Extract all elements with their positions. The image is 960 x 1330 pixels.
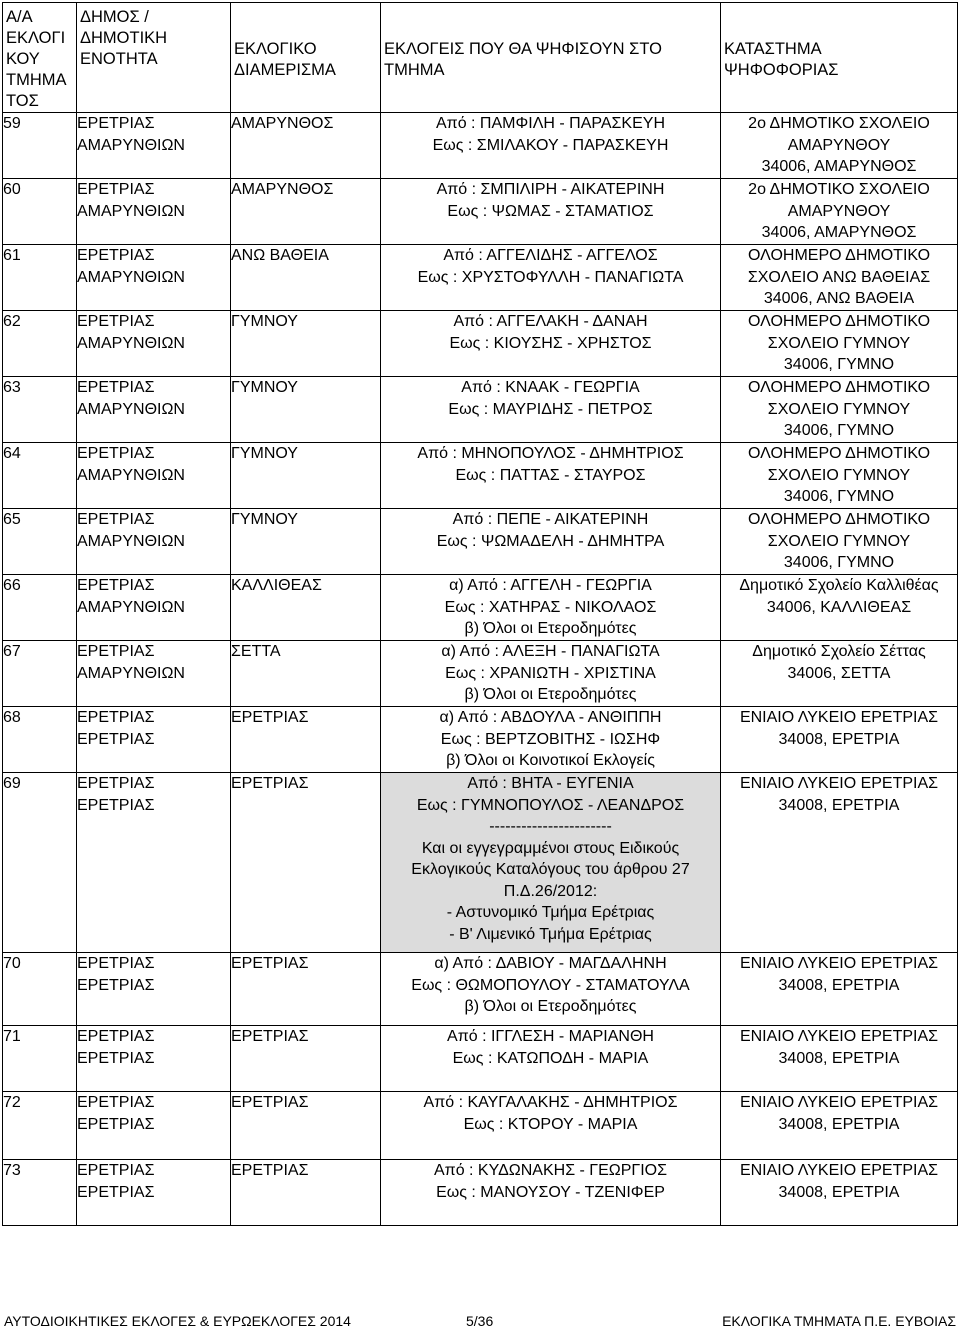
polling-station-cell: ΟΛΟΗΜΕΡΟ ΔΗΜΟΤΙΚΟ ΣΧΟΛΕΙΟ ΓΥΜΝΟΥ 34006, ΓΥΜΝΟ (721, 443, 958, 509)
municipality-cell: ΕΡΕΤΡΙΑΣ ΑΜΑΡΥΝΘΙΩΝ (77, 179, 231, 245)
polling-station-cell: 2ο ΔΗΜΟΤΙΚΟ ΣΧΟΛΕΙΟ ΑΜΑΡΥΝΘΟΥ 34006, ΑΜΑΡΥΝΘΟΣ (721, 179, 958, 245)
municipality-cell: ΕΡΕΤΡΙΑΣ ΕΡΕΤΡΙΑΣ (77, 773, 231, 953)
municipality-cell: ΕΡΕΤΡΙΑΣ ΑΜΑΡΥΝΘΙΩΝ (77, 245, 231, 311)
voters-cell: α) Από : ΑΛΕΞΗ - ΠΑΝΑΓΙΩΤΑ Εως : ΧΡΑΝΙΩΤΗ - ΧΡΙΣΤΙΝΑ β) Όλοι οι Ετεροδημότες (381, 641, 721, 707)
header-section-number: Α/Α ΕΚΛΟΓΙ ΚΟΥ ΤΜΗΜΑ ΤΟΣ (3, 3, 77, 113)
table-row (3, 509, 958, 575)
voters-cell: Από : ΠΑΜΦΙΛΗ - ΠΑΡΑΣΚΕΥΗ Εως : ΣΜΙΛΑΚΟΥ - ΠΑΡΑΣΚΕΥΗ (381, 113, 721, 179)
district-cell: ΕΡΕΤΡΙΑΣ (231, 1160, 381, 1226)
polling-station-cell: ΟΛΟΗΜΕΡΟ ΔΗΜΟΤΙΚΟ ΣΧΟΛΕΙΟ ΓΥΜΝΟΥ 34006, ΓΥΜΝΟ (721, 377, 958, 443)
table-row (3, 1092, 958, 1160)
voters-cell: Από : ΑΓΓΕΛΑΚΗ - ΔΑΝΑΗ Εως : ΚΙΟΥΣΗΣ - ΧΡΗΣΤΟΣ (381, 311, 721, 377)
section-number: 66 (3, 575, 77, 641)
municipality-cell: ΕΡΕΤΡΙΑΣ ΑΜΑΡΥΝΘΙΩΝ (77, 377, 231, 443)
municipality-cell: ΕΡΕΤΡΙΑΣ ΑΜΑΡΥΝΘΙΩΝ (77, 641, 231, 707)
municipality-cell: ΕΡΕΤΡΙΑΣ ΑΜΑΡΥΝΘΙΩΝ (77, 113, 231, 179)
polling-station-cell: ΕΝΙΑΙΟ ΛΥΚΕΙΟ ΕΡΕΤΡΙΑΣ 34008, ΕΡΕΤΡΙΑ (721, 953, 958, 1026)
district-cell: ΕΡΕΤΡΙΑΣ (231, 953, 381, 1026)
section-number: 69 (3, 773, 77, 953)
polling-station-cell: Δημοτικό Σχολείο Καλλιθέας 34006, ΚΑΛΛΙΘΕΑΣ (721, 575, 958, 641)
table-row (3, 707, 958, 773)
voters-cell: Από : ΠΕΠΕ - ΑΙΚΑΤΕΡΙΝΗ Εως : ΨΩΜΑΔΕΛΗ - ΔΗΜΗΤΡΑ (381, 509, 721, 575)
voters-cell: Από : ΣΜΠΙΛΙΡΗ - ΑΙΚΑΤΕΡΙΝΗ Εως : ΨΩΜΑΣ - ΣΤΑΜΑΤΙΟΣ (381, 179, 721, 245)
polling-station-cell: 2ο ΔΗΜΟΤΙΚΟ ΣΧΟΛΕΙΟ ΑΜΑΡΥΝΘΟΥ 34006, ΑΜΑΡΥΝΘΟΣ (721, 113, 958, 179)
district-cell: ΣΕΤΤΑ (231, 641, 381, 707)
voters-cell: Από : ΚΑΥΓΑΛΑΚΗΣ - ΔΗΜΗΤΡΙΟΣ Εως : ΚΤΟΡΟΥ - ΜΑΡΙΑ (381, 1092, 721, 1160)
district-cell: ΓΥΜΝΟΥ (231, 377, 381, 443)
municipality-cell: ΕΡΕΤΡΙΑΣ ΕΡΕΤΡΙΑΣ (77, 1092, 231, 1160)
voters-cell: α) Από : ΑΓΓΕΛΗ - ΓΕΩΡΓΙΑ Εως : ΧΑΤΗΡΑΣ - ΝΙΚΟΛΑΟΣ β) Όλοι οι Ετεροδημότες (381, 575, 721, 641)
table-row (3, 953, 958, 1026)
district-cell: ΓΥΜΝΟΥ (231, 311, 381, 377)
section-number: 60 (3, 179, 77, 245)
district-cell: ΓΥΜΝΟΥ (231, 443, 381, 509)
section-number: 68 (3, 707, 77, 773)
voters-cell: Από : ΚΥΔΩΝΑΚΗΣ - ΓΕΩΡΓΙΟΣ Εως : ΜΑΝΟΥΣΟΥ - ΤΖΕΝΙΦΕΡ (381, 1160, 721, 1226)
section-number: 64 (3, 443, 77, 509)
table-row (3, 113, 958, 179)
table-row (3, 1026, 958, 1092)
section-number: 59 (3, 113, 77, 179)
page-number: 5/36 (466, 1313, 494, 1329)
district-cell: ΑΜΑΡΥΝΘΟΣ (231, 179, 381, 245)
voters-cell: Από : ΑΓΓΕΛΙΔΗΣ - ΑΓΓΕΛΟΣ Εως : ΧΡΥΣΤΟΦΥΛΛΗ - ΠΑΝΑΓΙΩΤΑ (381, 245, 721, 311)
table-row (3, 245, 958, 311)
district-cell: ΓΥΜΝΟΥ (231, 509, 381, 575)
polling-station-cell: Δημοτικό Σχολείο Σέττας 34006, ΣΕΤΤΑ (721, 641, 958, 707)
footer-title: ΑΥΤΟΔΙΟΙΚΗΤΙΚΕΣ ΕΚΛΟΓΕΣ & ΕΥΡΩΕΚΛΟΓΕΣ 2014 (4, 1313, 351, 1329)
voters-cell: α) Από : ΑΒΔΟΥΛΑ - ΑΝΘΙΠΠΗ Εως : ΒΕΡΤΖΟΒΙΤΗΣ - ΙΩΣΗΦ β) Όλοι οι Κοινοτικοί Εκλογείς (381, 707, 721, 773)
page-footer (0, 1312, 960, 1330)
voters-cell: α) Από : ΔΑΒΙΟΥ - ΜΑΓΔΑΛΗΝΗ Εως : ΘΩΜΟΠΟΥΛΟΥ - ΣΤΑΜΑΤΟΥΛΑ β) Όλοι οι Ετεροδημότες (381, 953, 721, 1026)
header-voters: ΕΚΛΟΓΕΙΣ ΠΟΥ ΘΑ ΨΗΦΙΣΟΥΝ ΣΤΟ ΤΜΗΜΑ (381, 3, 721, 113)
municipality-cell: ΕΡΕΤΡΙΑΣ ΕΡΕΤΡΙΑΣ (77, 953, 231, 1026)
polling-station-cell: ΕΝΙΑΙΟ ΛΥΚΕΙΟ ΕΡΕΤΡΙΑΣ 34008, ΕΡΕΤΡΙΑ (721, 1026, 958, 1092)
polling-sections-table (2, 2, 958, 1226)
polling-station-cell: ΕΝΙΑΙΟ ΛΥΚΕΙΟ ΕΡΕΤΡΙΑΣ 34008, ΕΡΕΤΡΙΑ (721, 1092, 958, 1160)
municipality-cell: ΕΡΕΤΡΙΑΣ ΕΡΕΤΡΙΑΣ (77, 707, 231, 773)
polling-station-cell: ΟΛΟΗΜΕΡΟ ΔΗΜΟΤΙΚΟ ΣΧΟΛΕΙΟ ΑΝΩ ΒΑΘΕΙΑΣ 34006, ΑΝΩ ΒΑΘΕΙΑ (721, 245, 958, 311)
district-cell: ΕΡΕΤΡΙΑΣ (231, 1026, 381, 1092)
section-number: 62 (3, 311, 77, 377)
voters-cell: Από : ΚΝΑΑΚ - ΓΕΩΡΓΙΑ Εως : ΜΑΥΡΙΔΗΣ - ΠΕΤΡΟΣ (381, 377, 721, 443)
municipality-cell: ΕΡΕΤΡΙΑΣ ΑΜΑΡΥΝΘΙΩΝ (77, 575, 231, 641)
section-number: 71 (3, 1026, 77, 1092)
voters-cell: Από : ΒΗΤΑ - ΕΥΓΕΝΙΑ Εως : ΓΥΜΝΟΠΟΥΛΟΣ - ΛΕΑΝΔΡΟΣ ----------------------- Και οι εγγεγραμμένοι στους Ειδικούς Εκλογικούς Καταλόγους του άρθρου 27 Π.Δ.26/2012: - Αστυνομικό Τμήμα Ερέτριας - Β' Λιμενικό Τμήμα Ερέτριας (381, 773, 721, 953)
table-row (3, 179, 958, 245)
header-polling-station: ΚΑΤΑΣΤΗΜΑ ΨΗΦΟΦΟΡΙΑΣ (721, 3, 958, 113)
table-row (3, 773, 958, 953)
section-number: 72 (3, 1092, 77, 1160)
municipality-cell: ΕΡΕΤΡΙΑΣ ΑΜΑΡΥΝΘΙΩΝ (77, 443, 231, 509)
district-cell: ΚΑΛΛΙΘΕΑΣ (231, 575, 381, 641)
section-number: 63 (3, 377, 77, 443)
municipality-cell: ΕΡΕΤΡΙΑΣ ΕΡΕΤΡΙΑΣ (77, 1160, 231, 1226)
header-row (3, 3, 958, 113)
section-number: 73 (3, 1160, 77, 1226)
polling-station-cell: ΟΛΟΗΜΕΡΟ ΔΗΜΟΤΙΚΟ ΣΧΟΛΕΙΟ ΓΥΜΝΟΥ 34006, ΓΥΜΝΟ (721, 311, 958, 377)
table-row (3, 641, 958, 707)
district-cell: ΕΡΕΤΡΙΑΣ (231, 773, 381, 953)
table-row (3, 311, 958, 377)
district-cell: ΕΡΕΤΡΙΑΣ (231, 707, 381, 773)
table-row (3, 377, 958, 443)
section-number: 67 (3, 641, 77, 707)
voters-cell: Από : ΜΗΝΟΠΟΥΛΟΣ - ΔΗΜΗΤΡΙΟΣ Εως : ΠΑΤΤΑΣ - ΣΤΑΥΡΟΣ (381, 443, 721, 509)
section-number: 70 (3, 953, 77, 1026)
district-cell: ΕΡΕΤΡΙΑΣ (231, 1092, 381, 1160)
table-row (3, 443, 958, 509)
district-cell: ΑΜΑΡΥΝΘΟΣ (231, 113, 381, 179)
header-municipality: ΔΗΜΟΣ / ΔΗΜΟΤΙΚΗ ΕΝΟΤΗΤΑ (77, 3, 231, 113)
table-row (3, 575, 958, 641)
district-cell: ΑΝΩ ΒΑΘΕΙΑ (231, 245, 381, 311)
polling-station-cell: ΕΝΙΑΙΟ ΛΥΚΕΙΟ ΕΡΕΤΡΙΑΣ 34008, ΕΡΕΤΡΙΑ (721, 773, 958, 953)
section-number: 61 (3, 245, 77, 311)
section-number: 65 (3, 509, 77, 575)
municipality-cell: ΕΡΕΤΡΙΑΣ ΕΡΕΤΡΙΑΣ (77, 1026, 231, 1092)
header-electoral-district: ΕΚΛΟΓΙΚΟ ΔΙΑΜΕΡΙΣΜΑ (231, 3, 381, 113)
municipality-cell: ΕΡΕΤΡΙΑΣ ΑΜΑΡΥΝΘΙΩΝ (77, 311, 231, 377)
table-body (3, 113, 958, 1226)
footer-subtitle: ΕΚΛΟΓΙΚΑ ΤΜΗΜΑΤΑ Π.Ε. ΕΥΒΟΙΑΣ (722, 1313, 956, 1329)
table-row (3, 1160, 958, 1226)
polling-station-cell: ΕΝΙΑΙΟ ΛΥΚΕΙΟ ΕΡΕΤΡΙΑΣ 34008, ΕΡΕΤΡΙΑ (721, 707, 958, 773)
polling-station-cell: ΟΛΟΗΜΕΡΟ ΔΗΜΟΤΙΚΟ ΣΧΟΛΕΙΟ ΓΥΜΝΟΥ 34006, ΓΥΜΝΟ (721, 509, 958, 575)
voters-cell: Από : ΙΓΓΛΕΣΗ - ΜΑΡΙΑΝΘΗ Εως : ΚΑΤΩΠΟΔΗ - ΜΑΡΙΑ (381, 1026, 721, 1092)
municipality-cell: ΕΡΕΤΡΙΑΣ ΑΜΑΡΥΝΘΙΩΝ (77, 509, 231, 575)
polling-station-cell: ΕΝΙΑΙΟ ΛΥΚΕΙΟ ΕΡΕΤΡΙΑΣ 34008, ΕΡΕΤΡΙΑ (721, 1160, 958, 1226)
